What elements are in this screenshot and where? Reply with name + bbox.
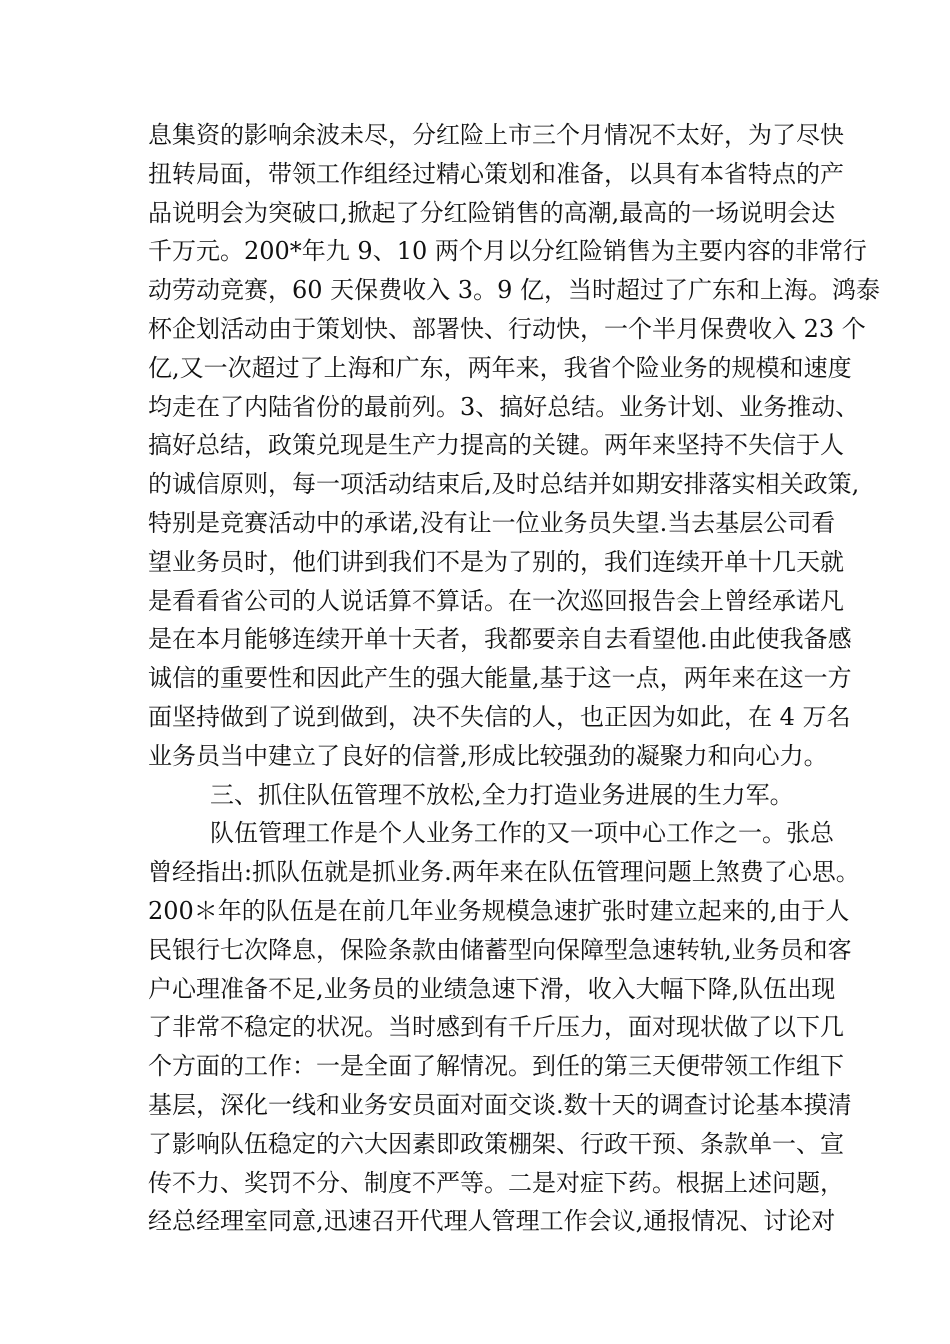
text-line: 品说明会为突破口,掀起了分红险销售的高潮,最高的一场说明会达 bbox=[148, 198, 836, 227]
text-line: 民银行七次降息，保险条款由储蓄型向保障型急速转轨,业务员和客 bbox=[148, 935, 852, 964]
text-line: 个方面的工作：一是全面了解情况。到任的第三天便带领工作组下 bbox=[148, 1052, 844, 1081]
paragraph-start-line: 队伍管理工作是个人业务工作的又一项中心工作之一。张总 bbox=[210, 819, 834, 848]
text-line: 了非常不稳定的状况。当时感到有千斤压力，面对现状做了以下几 bbox=[148, 1013, 844, 1042]
text-line: 动劳动竞赛，60 天保费收入 3。9 亿，当时超过了广东和上海。鸿泰 bbox=[148, 276, 880, 305]
text-line: 扭转局面，带领工作组经过精心策划和准备，以具有本省特点的产 bbox=[148, 159, 844, 188]
text-line: 望业务员时，他们讲到我们不是为了别的，我们连续开单十几天就 bbox=[148, 547, 844, 576]
text-line: 诚信的重要性和因此产生的强大能量,基于这一点，两年来在这一方 bbox=[148, 664, 852, 693]
text-line: 是在本月能够连续开单十天者，我都要亲自去看望他.由此使我备感 bbox=[148, 625, 852, 654]
text-line: 经总经理室同意,迅速召开代理人管理工作会议,通报情况、讨论对 bbox=[148, 1207, 836, 1236]
text-line: 的诚信原则，每一项活动结束后,及时总结并如期安排落实相关政策, bbox=[148, 470, 860, 499]
text-line: 均走在了内陆省份的最前列。3、搞好总结。业务计划、业务推动、 bbox=[148, 392, 860, 421]
text-line: 杯企划活动由于策划快、部署快、行动快，一个半月保费收入 23 个 bbox=[148, 314, 866, 343]
text-line: 面坚持做到了说到做到，决不失信的人，也正因为如此，在 4 万名 bbox=[148, 702, 851, 731]
text-line: 息集资的影响余波未尽，分红险上市三个月情况不太好，为了尽快 bbox=[148, 121, 844, 149]
text-line: 业务员当中建立了良好的信誉,形成比较强劲的凝聚力和向心力。 bbox=[148, 741, 828, 770]
text-line: 是看看省公司的人说话算不算话。在一次巡回报告会上曾经承诺凡 bbox=[148, 586, 844, 615]
text-line: 传不力、奖罚不分、制度不严等。二是对症下药。根据上述问题， bbox=[148, 1168, 844, 1197]
text-line: 亿,又一次超过了上海和广东，两年来，我省个险业务的规模和速度 bbox=[148, 353, 852, 382]
text-line: 户心理准备不足,业务员的业绩急速下滑，收入大幅下降,队伍出现 bbox=[148, 974, 836, 1003]
text-line: 200＊年的队伍是在前几年业务规模急速扩张时建立起来的,由于人 bbox=[148, 896, 850, 925]
text-line: 基层，深化一线和业务安员面对面交谈.数十天的调查讨论基本摸清 bbox=[148, 1090, 852, 1119]
text-line: 搞好总结，政策兑现是生产力提高的关键。两年来坚持不失信于人 bbox=[148, 431, 844, 460]
text-line: 特别是竞赛活动中的承诺,没有让一位业务员失望.当去基层公司看 bbox=[148, 508, 836, 537]
text-line: 曾经指出:抓队伍就是抓业务.两年来在队伍管理问题上煞费了心思。 bbox=[148, 858, 860, 887]
section-heading: 三、抓住队伍管理不放松,全力打造业务进展的生力军。 bbox=[210, 780, 794, 809]
text-line: 千万元。200*年九 9、10 两个月以分红险销售为主要内容的非常行 bbox=[148, 237, 867, 266]
text-line: 了影响队伍稳定的六大因素即政策棚架、行政干预、条款单一、宣 bbox=[148, 1129, 844, 1158]
body-text bbox=[148, 116, 880, 1241]
